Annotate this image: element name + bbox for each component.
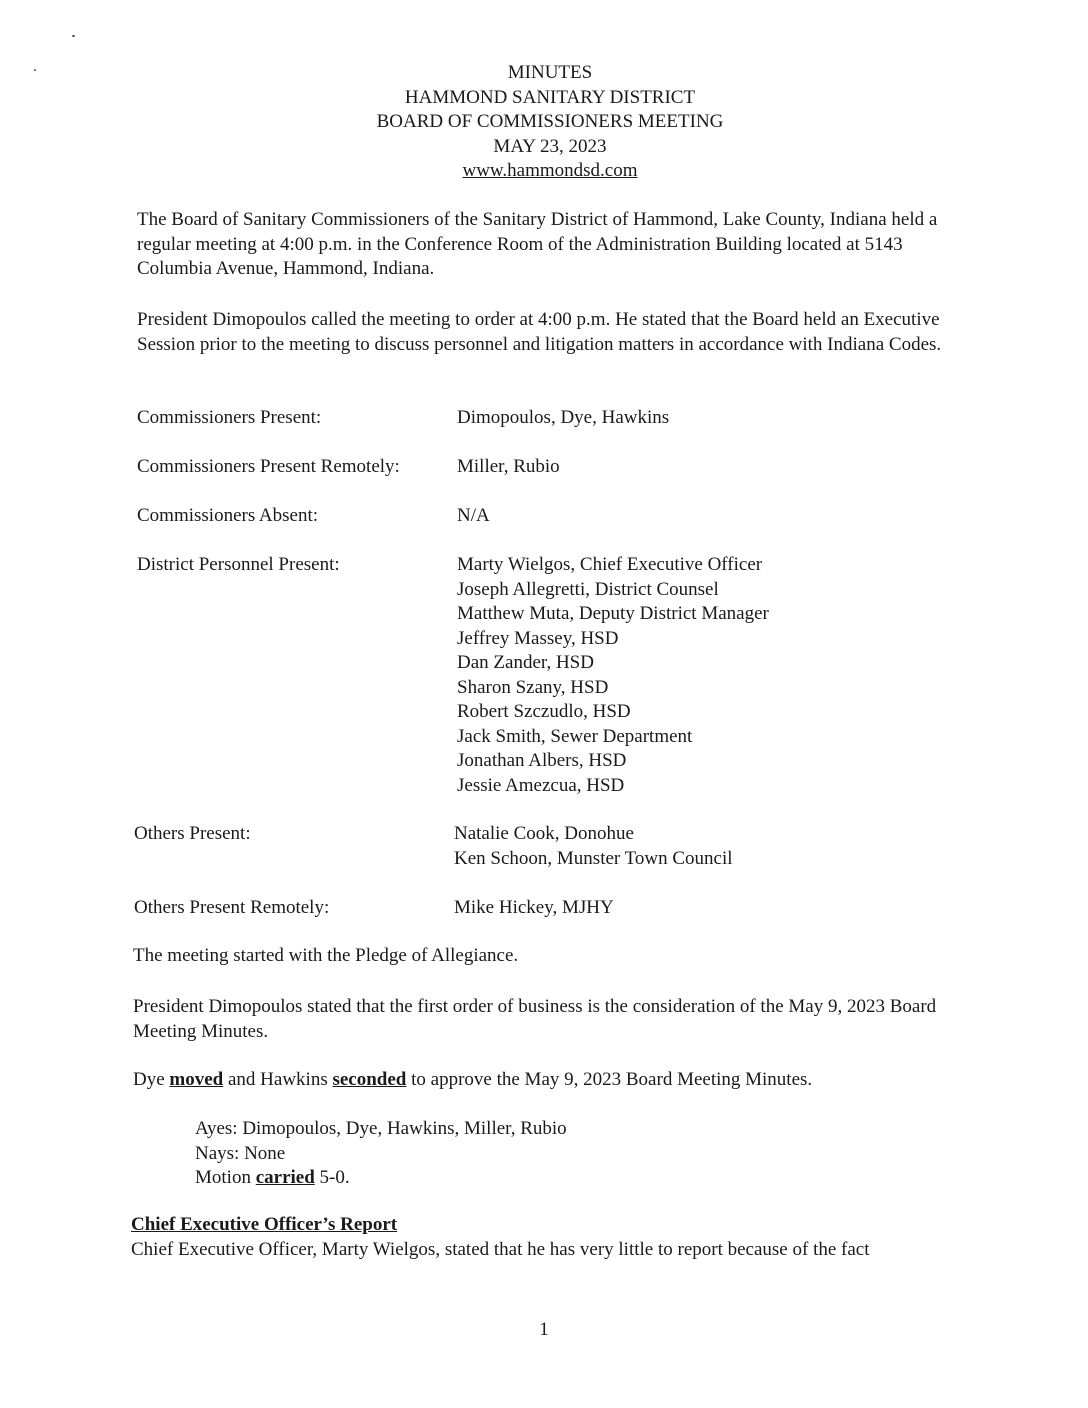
others-present-list: [454, 822, 733, 871]
attendance-value: Dimopoulos, Dye, Hawkins: [457, 407, 670, 428]
page-number: 1: [539, 1319, 549, 1340]
header-date: MAY 23, 2023: [493, 135, 607, 157]
pledge-paragraph: The meeting started with the Pledge of Allegiance.: [133, 945, 519, 966]
vote-result: [195, 1166, 567, 1191]
scan-speck: [72, 35, 75, 37]
call-to-order-paragraph: President Dimopoulos called the meeting to order at 4:00 p.m. He stated that the Board held an Executive Session prior to the meeting to discuss personnel and litigation matters in accordance with Indiana Codes.: [137, 309, 942, 355]
list-item: Robert Szczudlo, HSD: [457, 701, 631, 722]
motion-text: to approve the May 9, 2023 Board Meeting Minutes.: [406, 1069, 813, 1090]
header-website-link[interactable]: www.hammondsd.com: [462, 160, 638, 181]
attendance-label: Others Present Remotely:: [134, 897, 330, 918]
attendance-value: Mike Hickey, MJHY: [454, 897, 614, 918]
ceo-report-text: Chief Executive Officer, Marty Wielgos, stated that he has very little to report because of the fact: [131, 1239, 870, 1260]
list-item: Dan Zander, HSD: [457, 652, 594, 673]
vote-result-text: 5-0.: [314, 1167, 350, 1188]
list-item: Sharon Szany, HSD: [457, 676, 609, 698]
vote-result-text: Motion: [195, 1167, 256, 1188]
motion-text: Dye: [133, 1069, 170, 1090]
attendance-value: N/A: [457, 505, 490, 526]
motion-seconded-emphasis: seconded: [332, 1069, 407, 1090]
motion-text: and Hawkins: [223, 1069, 333, 1090]
attendance-label: District Personnel Present:: [137, 554, 340, 575]
motion-moved-emphasis: moved: [169, 1069, 224, 1090]
header-title: MINUTES: [507, 62, 593, 83]
list-item: Natalie Cook, Donohue: [454, 823, 634, 844]
list-item: Matthew Muta, Deputy District Manager: [457, 603, 769, 624]
list-item: Marty Wielgos, Chief Executive Officer: [457, 554, 763, 575]
list-item: Jessie Amezcua, HSD: [457, 774, 625, 796]
attendance-label: Commissioners Absent:: [137, 505, 319, 526]
attendance-label: Commissioners Present:: [137, 407, 322, 428]
intro-paragraph: The Board of Sanitary Commissioners of the Sanitary District of Hammond, Lake County, Indiana held a regular meeting at 4:00 p.m. in the Conference Room of the Administration Building located at 5143 Columbia Avenue, Hammond, Indiana.: [137, 209, 938, 279]
header-organization: HAMMOND SANITARY DISTRICT: [404, 86, 696, 108]
attendance-label: Others Present:: [134, 823, 251, 844]
list-item: Jack Smith, Sewer Department: [457, 725, 693, 747]
vote-nays: Nays: None: [195, 1142, 286, 1164]
list-item: Ken Schoon, Munster Town Council: [454, 847, 733, 869]
motion-paragraph: [133, 1068, 973, 1093]
vote-ayes: Ayes: Dimopoulos, Dye, Hawkins, Miller, Rubio: [195, 1118, 567, 1139]
attendance-value: Miller, Rubio: [457, 456, 560, 477]
district-personnel-list: [457, 553, 769, 798]
list-item: Joseph Allegretti, District Counsel: [457, 578, 719, 600]
list-item: Jeffrey Massey, HSD: [457, 627, 619, 649]
vote-carried-emphasis: carried: [255, 1167, 315, 1188]
header-meeting-type: BOARD OF COMMISSIONERS MEETING: [376, 111, 724, 132]
first-order-paragraph: President Dimopoulos stated that the first order of business is the consideration of the May 9, 2023 Board Meeting Minutes.: [133, 996, 937, 1042]
document-header: [0, 61, 1088, 184]
ceo-report-heading: Chief Executive Officer’s Report: [131, 1214, 398, 1235]
list-item: Jonathan Albers, HSD: [457, 750, 627, 771]
attendance-label: Commissioners Present Remotely:: [137, 456, 400, 477]
vote-block: [195, 1117, 567, 1191]
